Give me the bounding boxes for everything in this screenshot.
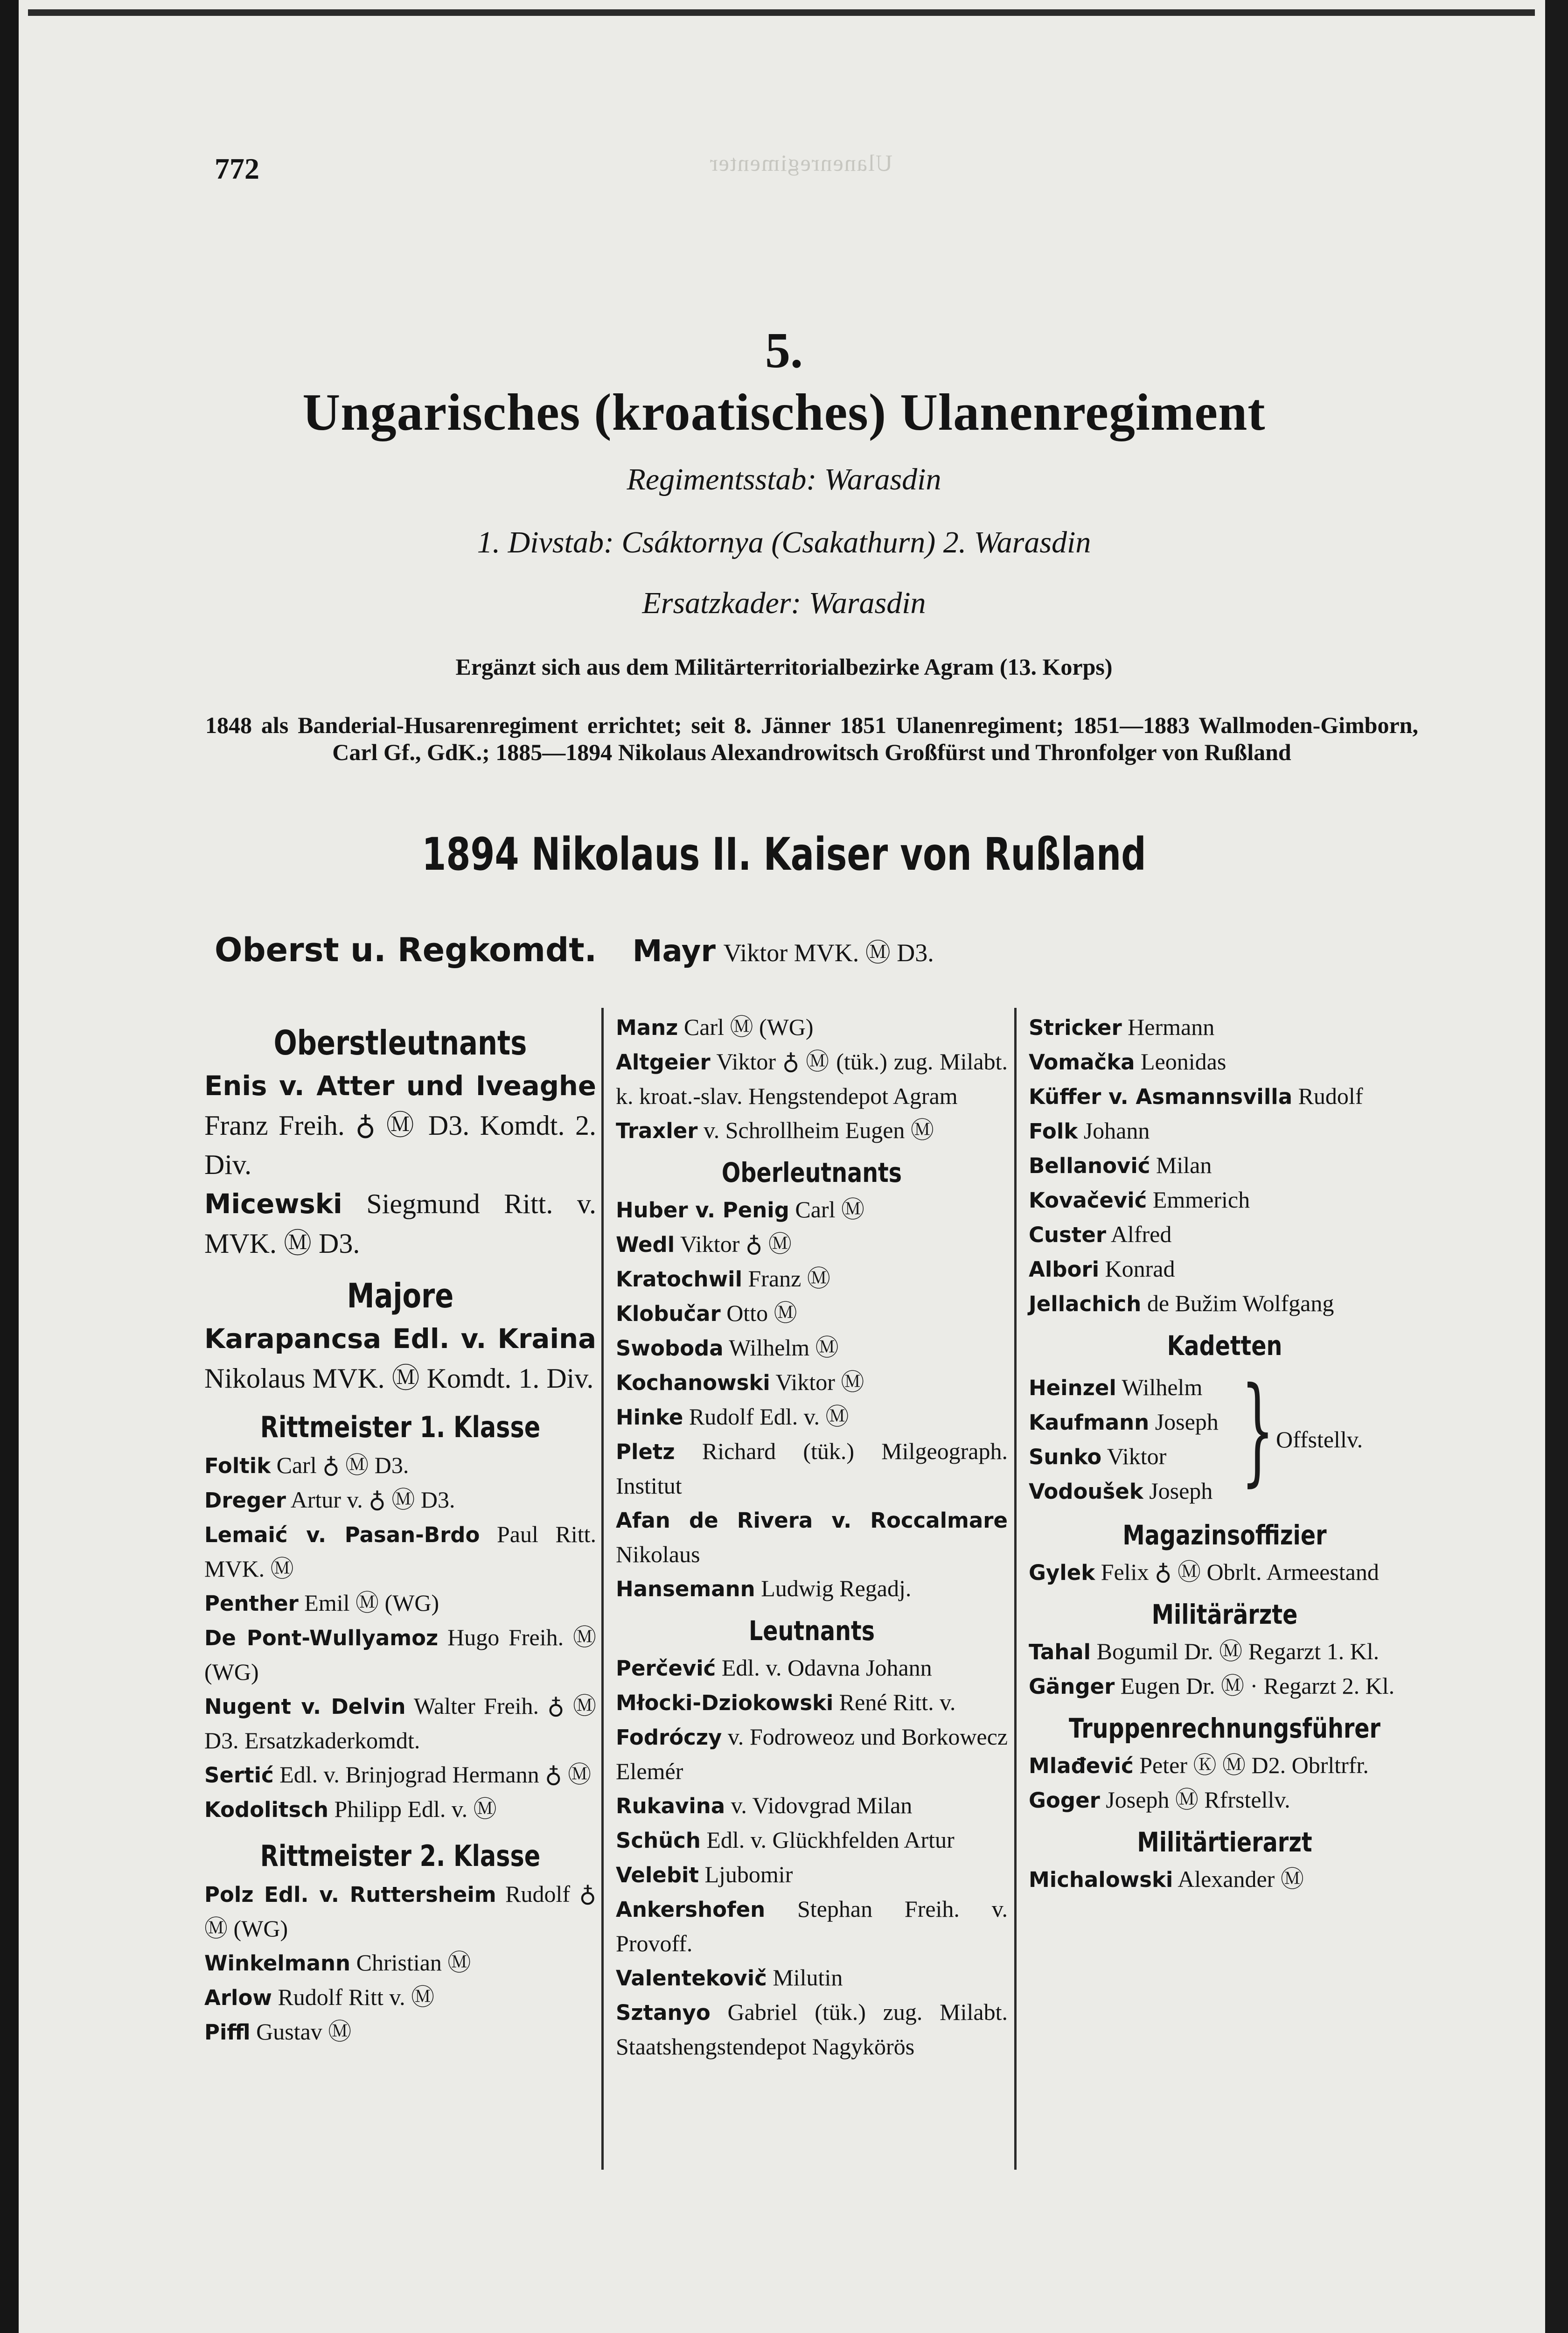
list-item: Piffl Gustav Ⓜ <box>204 2019 352 2045</box>
list-item: Manz Carl Ⓜ (WG) <box>616 1014 814 1040</box>
colonel-name: Mayr <box>632 934 716 969</box>
list-item: Goger Joseph Ⓜ Rfrstellv. <box>1029 1787 1290 1813</box>
list-item: Klobučar Otto Ⓜ <box>616 1300 797 1326</box>
heading-leutnants: Leutnants <box>748 1615 875 1647</box>
list-item: Bellanović Milan <box>1029 1152 1212 1178</box>
list-item: Polz Edl. v. Ruttersheim Rudolf ♁ Ⓜ (WG) <box>204 1881 596 1942</box>
list-item: De Pont-Wullyamoz Hugo Freih. Ⓜ (WG) <box>204 1624 597 1685</box>
list-item: Nugent v. Delvin Walter Freih. ♁ Ⓜ D3. Ersatzkaderkomdt. <box>204 1693 596 1753</box>
list-item: Sunko Viktor <box>1029 1443 1167 1469</box>
list-item: Michalowski Alexander Ⓜ <box>1029 1866 1304 1892</box>
list-item: Tahal Bogumil Dr. Ⓜ Regarzt 1. Kl. <box>1029 1638 1380 1664</box>
list-item: Fodróczy v. Fodroweoz und Borkowecz Elemér <box>616 1724 1008 1784</box>
list-item: Jellachich de Bužim Wolfgang <box>1029 1290 1334 1316</box>
list-item: Afan de Rivera v. Roccalmare Nikolaus <box>616 1508 1008 1567</box>
list-item: Traxler v. Schrollheim Eugen Ⓜ <box>616 1117 934 1143</box>
list-item: Stricker Hermann <box>1029 1014 1215 1040</box>
list-item: Penther Emil Ⓜ (WG) <box>204 1590 439 1616</box>
regiment-title: Ungarisches (kroatisches) Ulanenregiment <box>302 384 1266 441</box>
list-item: Velebit Ljubomir <box>616 1861 793 1887</box>
list-item: Sztanyo Gabriel (tük.) zug. Milabt. Staatshengstendepot Nagykörös <box>616 1999 1008 2060</box>
list-item: Hinke Rudolf Edl. v. Ⓜ <box>616 1404 849 1430</box>
column-divider-1 <box>601 1008 604 2170</box>
list-item: Vomačka Leonidas <box>1029 1048 1227 1075</box>
regiment-history: 1848 als Banderial-Husarenregiment errichtet; seit 8. Jänner 1851 Ulanenregiment; 1851—1883 Wallmoden-Gimborn, Carl Gf., GdK.; 1885—1894 Nikolaus Alexandrowitsch Großfürst und Thronfolger von Rußland <box>205 712 1418 765</box>
ersatz-cadre: Ersatzkader: Warasdin <box>642 586 926 620</box>
list-item: Rukavina v. Vidovgrad Milan <box>616 1792 913 1818</box>
list-item: Foltik Carl ♁ Ⓜ D3. <box>204 1452 409 1478</box>
scan-border-top <box>28 9 1535 16</box>
list-item: Küffer v. Asmannsvilla Rudolf <box>1029 1083 1363 1109</box>
list-item: Albori Konrad <box>1029 1256 1175 1282</box>
colonel-rank: Oberst u. Regkomdt. <box>215 931 597 969</box>
regiment-staff: Regimentsstab: Warasdin <box>627 462 941 496</box>
list-item: Folk Johann <box>1029 1118 1150 1144</box>
list-item: Kaufmann Joseph <box>1029 1409 1219 1435</box>
heading-oberstleutnants: Oberstleutnants <box>273 1023 527 1062</box>
list-item: Hansemann Ludwig Regadj. <box>616 1575 912 1601</box>
list-item: Mlađević Peter Ⓚ Ⓜ D2. Obrltrfr. <box>1029 1752 1369 1778</box>
bleed-through-header: Ulanenregimenter <box>709 150 892 176</box>
colonel-details: Viktor MVK. Ⓜ D3. <box>723 939 934 967</box>
recruitment-district: Ergänzt sich aus dem Militärterritorialbezirke Agram (13. Korps) <box>455 654 1113 680</box>
list-item: Custer Alfred <box>1029 1221 1172 1247</box>
kadetten-list <box>1029 1370 1267 1509</box>
list-item: Kratochwil Franz Ⓜ <box>616 1265 830 1292</box>
list-item: Kodolitsch Philipp Edl. v. Ⓜ <box>204 1796 497 1822</box>
column-2 <box>616 1010 1008 2064</box>
list-item: Wedl Viktor ♁ Ⓜ <box>616 1231 792 1257</box>
list-item: Sertić Edl. v. Brinjograd Hermann ♁ Ⓜ <box>204 1761 592 1788</box>
list-item: Micewski Siegmund Ritt. v. MVK. Ⓜ D3. <box>204 1188 596 1259</box>
regiment-owner: 1894 Nikolaus II. Kaiser von Rußland <box>422 828 1146 880</box>
list-item: Schüch Edl. v. Glückhfelden Artur <box>616 1827 955 1853</box>
heading-kadetten: Kadetten <box>1167 1330 1282 1362</box>
column-divider-2 <box>1014 1008 1017 2170</box>
list-item: Heinzel Wilhelm <box>1029 1374 1203 1400</box>
heading-militaertierarzt: Militärtierarzt <box>1137 1826 1312 1858</box>
heading-truppenrechnungsfuehrer: Truppenrechnungsführer <box>1068 1712 1380 1744</box>
column-1 <box>204 1010 596 2049</box>
list-item: Gylek Felix ♁ Ⓜ Obrlt. Armeestand <box>1029 1559 1379 1585</box>
list-item: Ankershofen Stephan Freih. v. Provoff. <box>616 1896 1008 1956</box>
list-item: Kovačević Emmerich <box>1029 1187 1250 1213</box>
column-3 <box>1029 1010 1421 1897</box>
colonel-line <box>215 931 934 969</box>
list-item: Kochanowski Viktor Ⓜ <box>616 1369 864 1395</box>
heading-magazinsoffizier: Magazinsoffizier <box>1122 1519 1327 1551</box>
list-item: Pletz Richard (tük.) Milgeograph. Institut <box>616 1438 1008 1499</box>
list-item: Karapancsa Edl. v. Kraina Nikolaus MVK. Ⓜ Komdt. 1. Div. <box>204 1323 596 1394</box>
list-item: Winkelmann Christian Ⓜ <box>204 1949 471 1976</box>
list-item: Enis v. Atter und Iveaghe Franz Freih. ♁ Ⓜ D3. Komdt. 2. Div. <box>204 1070 596 1180</box>
heading-majore: Majore <box>347 1276 454 1315</box>
list-item: Młocki-Dziokowski René Ritt. v. <box>616 1689 956 1715</box>
heading-rittmeister-2: Rittmeister 2. Klasse <box>260 1839 541 1873</box>
list-item: Vodoušek Joseph <box>1029 1478 1213 1504</box>
division-staffs: 1. Divstab: Csáktornya (Csakathurn) 2. Warasdin <box>477 525 1091 559</box>
kadetten-note: Offstellv. <box>1276 1426 1363 1453</box>
list-item: Valentekovič Milutin <box>616 1964 843 1991</box>
list-item: Altgeier Viktor ♁ Ⓜ (tük.) zug. Milabt. k. kroat.-slav. Hengstendepot Agram <box>616 1048 1008 1109</box>
list-item: Huber v. Penig Carl Ⓜ <box>616 1196 864 1222</box>
list-item: Dreger Artur v. ♁ Ⓜ D3. <box>204 1487 455 1513</box>
list-item: Swoboda Wilhelm Ⓜ <box>616 1334 839 1361</box>
regiment-number: 5. <box>765 323 803 378</box>
curly-bracket-icon: } <box>1241 1362 1275 1498</box>
heading-militaeraerzte: Militärärzte <box>1151 1599 1298 1630</box>
list-item: Arlow Rudolf Ritt v. Ⓜ <box>204 1984 435 2010</box>
page-number: 772 <box>215 152 259 185</box>
list-item: Gänger Eugen Dr. Ⓜ · Regarzt 2. Kl. <box>1029 1673 1395 1699</box>
list-item: Lemaić v. Pasan-Brdo Paul Ritt. MVK. Ⓜ <box>204 1521 596 1582</box>
heading-oberleutnants: Oberleutnants <box>721 1157 902 1188</box>
kadetten-group <box>1029 1362 1421 1510</box>
heading-rittmeister-1: Rittmeister 1. Klasse <box>260 1410 541 1444</box>
list-item: Perčević Edl. v. Odavna Johann <box>616 1655 932 1681</box>
